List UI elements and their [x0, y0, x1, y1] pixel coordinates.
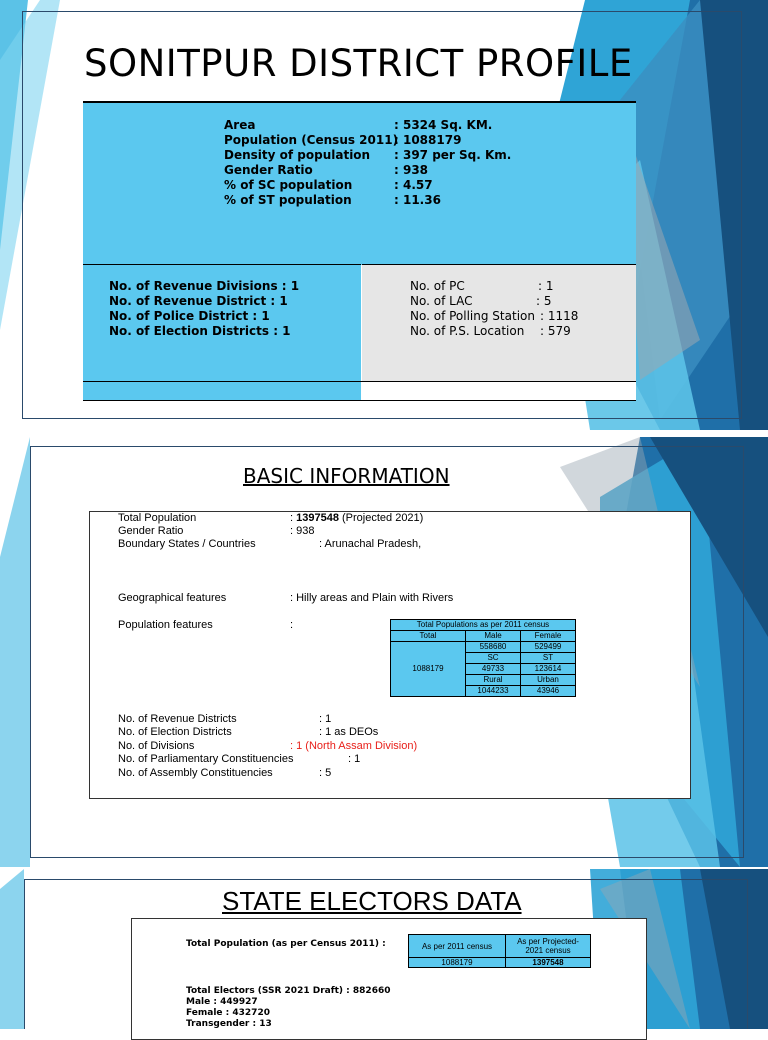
election-districts-label: No. of Election Districts [118, 726, 232, 738]
header-total: Total [391, 631, 466, 642]
header-2011: As per 2011 census [409, 935, 506, 958]
profile-panel [83, 101, 636, 265]
parliamentary-label: No. of Parliamentary Constituencies [118, 753, 294, 765]
female-value: 529499 [521, 642, 576, 653]
ps-location-count: No. of P.S. Location : 579 [410, 324, 571, 338]
assembly-value: : 5 [319, 767, 332, 779]
admin-panel-left [83, 264, 361, 381]
profile-row-gender-ratio: Gender Ratio : 938 [224, 163, 429, 177]
header-female: Female [521, 631, 576, 642]
gender-ratio-label: Gender Ratio [118, 525, 184, 537]
revenue-districts-label: No. of Revenue Districts [118, 713, 237, 725]
profile-row-area: Area : 5324 Sq. KM. [224, 118, 493, 132]
header-rural: Rural [466, 675, 521, 686]
election-districts: No. of Election Districts : 1 [109, 324, 291, 338]
male-electors: Male : 449927 [186, 997, 258, 1007]
profile-row-population: Population (Census 2011): 1088179 [224, 133, 462, 147]
lac-count: No. of LAC : 5 [410, 294, 552, 308]
admin-panel-right [362, 264, 636, 381]
election-districts-value: : 1 as DEOs [319, 726, 379, 738]
revenue-districts-value: : 1 [319, 713, 332, 725]
male-value: 558680 [466, 642, 521, 653]
transgender-electors: Transgender : 13 [186, 1019, 272, 1029]
slide-title: STATE ELECTORS DATA [222, 886, 522, 916]
revenue-district: No. of Revenue District : 1 [109, 294, 288, 308]
st-value: 123614 [521, 664, 576, 675]
header-male: Male [466, 631, 521, 642]
geography-value: : Hilly areas and Plain with Rivers [290, 592, 454, 604]
slide-title: SONITPUR DISTRICT PROFILE [84, 42, 633, 85]
profile-row-st: % of ST population : 11.36 [224, 193, 441, 207]
population-comparison-table [408, 934, 591, 968]
header-st: ST [521, 653, 576, 664]
total-value: 1088179 [391, 642, 466, 697]
value-2011: 1088179 [409, 958, 506, 968]
header-urban: Urban [521, 675, 576, 686]
header-sc: SC [466, 653, 521, 664]
header-2021: As per Projected-2021 census [506, 935, 591, 958]
table-caption: Total Populations as per 2011 census [391, 620, 576, 631]
divisions-label: No. of Divisions [118, 740, 195, 752]
profile-row-sc: % of SC population : 4.57 [224, 178, 433, 192]
profile-footer-row [83, 381, 636, 401]
boundary-label: Boundary States / Countries [118, 538, 256, 550]
gender-ratio-value: : 938 [290, 525, 315, 537]
slide-district-profile [0, 0, 768, 430]
value-2021: 1397548 [506, 958, 591, 968]
female-electors: Female : 432720 [186, 1008, 270, 1018]
revenue-divisions: No. of Revenue Divisions : 1 [109, 279, 300, 293]
total-population-value: : 1397548 (Projected 2021) [290, 512, 424, 524]
population-features-label: Population features [118, 619, 213, 631]
pc-count: No. of PC : 1 [410, 279, 554, 293]
profile-row-density: Density of population : 397 per Sq. Km. [224, 148, 512, 162]
parliamentary-value: : 1 [348, 753, 361, 765]
polling-station-count: No. of Polling Station : 1118 [410, 309, 579, 323]
total-population-label: Total Population [118, 512, 197, 524]
urban-value: 43946 [521, 686, 576, 697]
total-population-label: Total Population (as per Census 2011) : [186, 939, 386, 949]
population-table [390, 619, 576, 697]
geography-label: Geographical features [118, 592, 227, 604]
divisions-value: : 1 (North Assam Division) [290, 740, 418, 752]
assembly-label: No. of Assembly Constituencies [118, 767, 273, 779]
population-features-value: : [290, 619, 294, 631]
rural-value: 1044233 [466, 686, 521, 697]
sc-value: 49733 [466, 664, 521, 675]
boundary-value: : Arunachal Pradesh, [319, 538, 422, 550]
total-electors: Total Electors (SSR 2021 Draft) : 882660 [186, 986, 391, 996]
police-district: No. of Police District : 1 [109, 309, 270, 323]
slide-title: BASIC INFORMATION [243, 464, 450, 488]
